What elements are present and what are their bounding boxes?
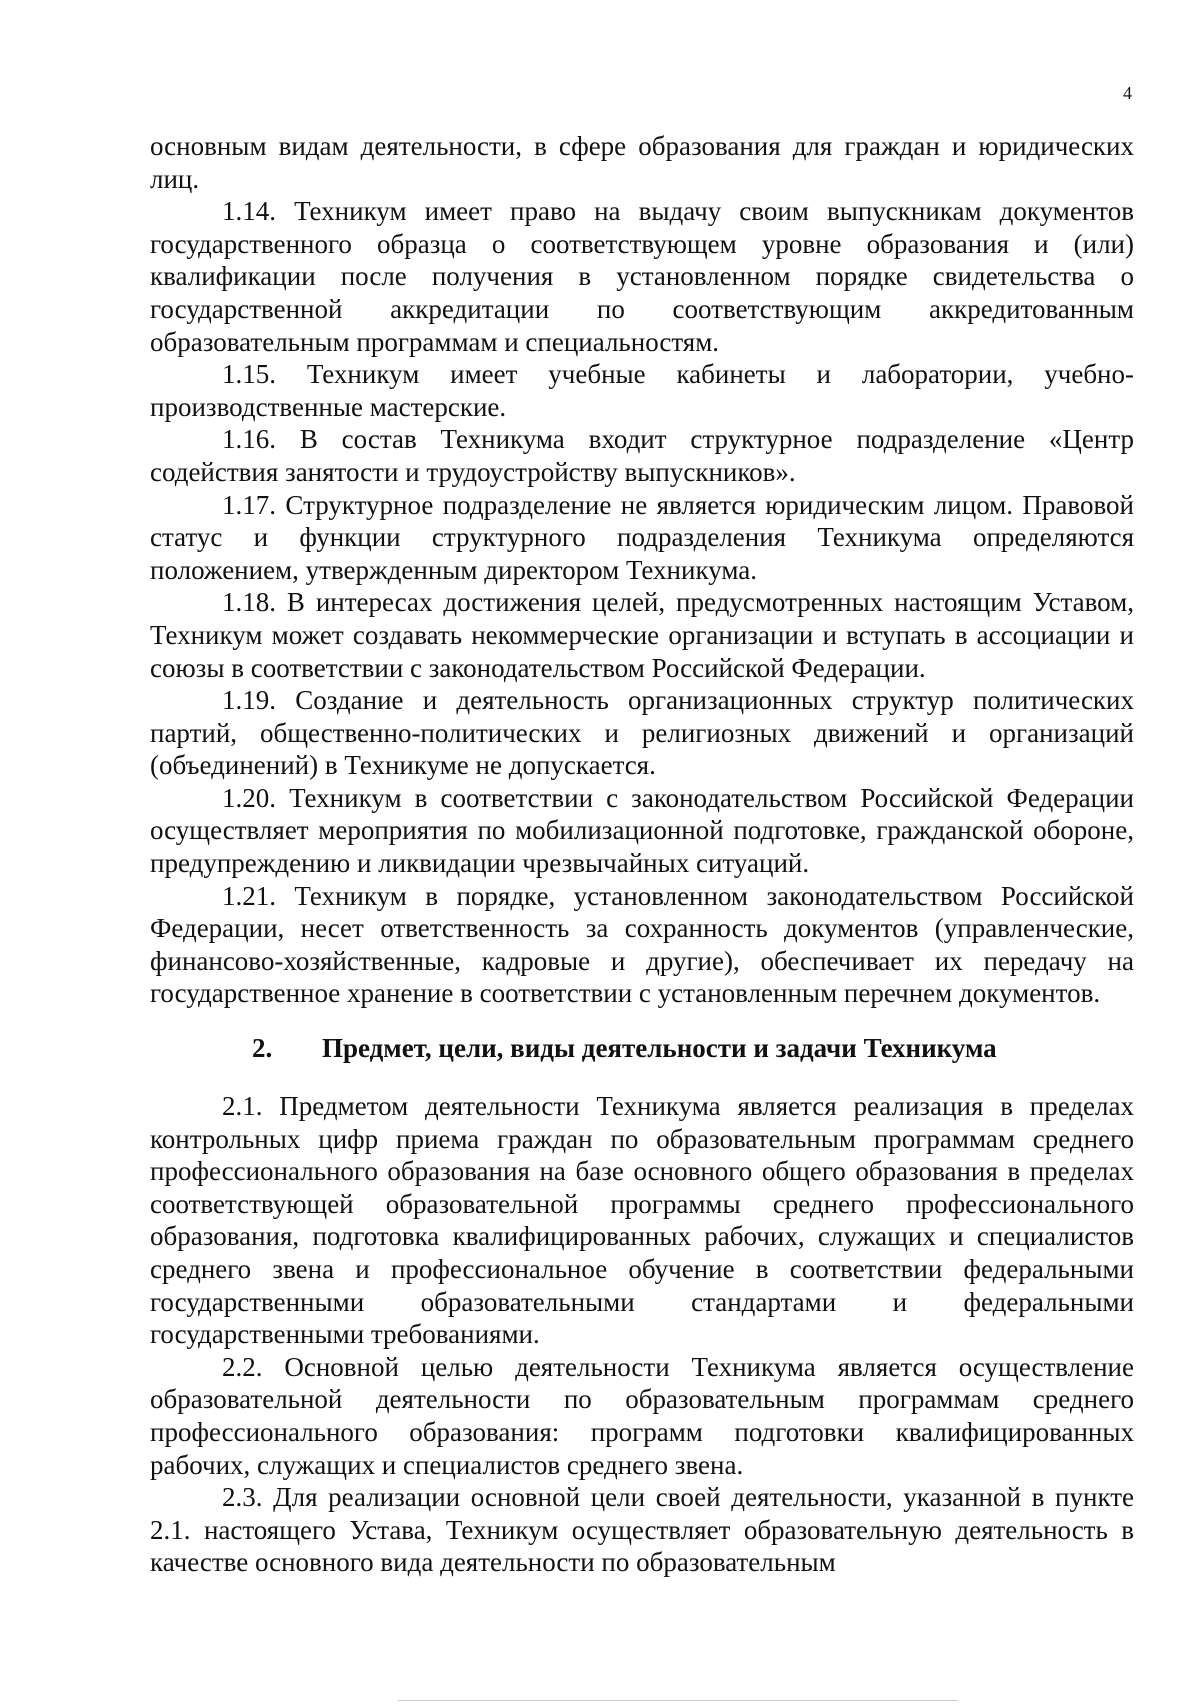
paragraph-1-21: 1.21. Техникум в порядке, установленном законодательством Российской Федерации, несет ответственность за сохранность документов (управленческие, финансово-хозяйственные, кадровые и другие), обеспечивает их передачу на государственное хранение в соответствии с установленным перечнем документов. [150, 880, 1134, 1009]
paragraph-1-17: 1.17. Структурное подразделение не является юридическим лицом. Правовой статус и функции структурного подразделения Техникума определяются положением, утвержденным директором Техникума. [150, 489, 1134, 585]
paragraph-1-19: 1.19. Создание и деятельность организационных структур политических партий, общественно-политических и религиозных движений и организаций (объединений) в Техникуме не допускается. [150, 685, 1134, 781]
paragraph-2-1: 2.1. Предметом деятельности Техникума является реализация в пределах контрольных цифр приема граждан по образовательным программам среднего профессионального образования на базе основного общего образования в пределах соответствующей образовательной программы среднего профессионального образования, подготовка квалифицированных рабочих, служащих и специалистов среднего звена и профессиональное обучение в соответствии федеральными государственными образовательными стандартами и федеральными государственными требованиями. [150, 1091, 1134, 1350]
footer-rule [398, 1700, 958, 1701]
page-number: 4 [1123, 83, 1132, 103]
paragraph-1-15: 1.15. Техникум имеет учебные кабинеты и лаборатории, учебно-производственные мастерские. [150, 359, 1134, 422]
paragraph-2-3: 2.3. Для реализации основной цели своей деятельности, указанной в пункте 2.1. настоящего Устава, Техникум осуществляет образовательную деятельность в качестве основного вида деятельности по образовательным [150, 1482, 1134, 1578]
paragraph-1-20: 1.20. Техникум в соответствии с законодательством Российской Федерации осуществляет мероприятия по мобилизационной подготовке, гражданской обороне, предупреждению и ликвидации чрезвычайных ситуаций. [150, 782, 1134, 879]
paragraph-2-2: 2.2. Основной целью деятельности Техникума является осуществление образовательной деятельности по образовательным программам среднего профессионального образования: программ подготовки квалифицированных рабочих, служащих и специалистов среднего звена. [150, 1351, 1134, 1480]
section-number: 2. [252, 1033, 273, 1064]
paragraph-1-18: 1.18. В интересах достижения целей, предусмотренных настоящим Уставом, Техникум может создавать некоммерческие организации и вступать в ассоциации и союзы в соответствии с законодательством Российской Федерации. [150, 587, 1134, 683]
section-title: Предмет, цели, виды деятельности и задачи Техникума [322, 1033, 997, 1064]
paragraph-1-16: 1.16. В состав Техникума входит структурное подразделение «Центр содействия занятости и трудоустройству выпускников». [150, 424, 1134, 487]
section-heading [150, 1032, 1134, 1064]
paragraph-continuation: основным видам деятельности, в сфере образования для граждан и юридических лиц. [150, 131, 1134, 194]
paragraph-1-14: 1.14. Техникум имеет право на выдачу своим выпускникам документов государственного образца о соответствующем уровне образования и (или) квалификации после получения в установленном порядке свидетельства о государственной аккредитации по соответствующим аккредитованным образовательным программам и специальностям. [150, 196, 1134, 357]
document-body [150, 130, 1134, 1579]
